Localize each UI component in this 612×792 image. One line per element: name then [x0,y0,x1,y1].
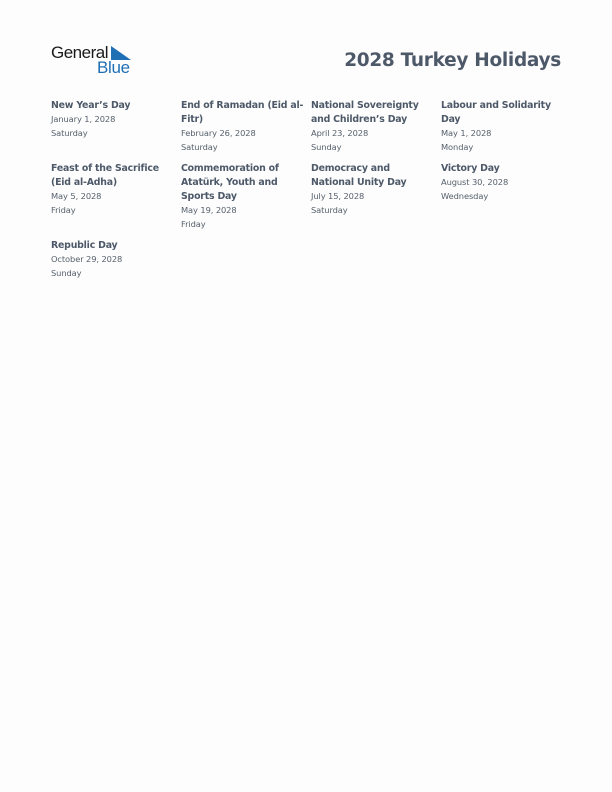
holiday-weekday: Saturday [181,141,218,152]
holiday-date: January 1, 2028 [51,114,116,124]
holiday-name: Victory Day [441,163,500,174]
holiday-date: May 5, 2028 [51,191,102,201]
holiday-name: Republic Day [51,240,118,251]
holiday-name: Democracy and National Unity Day [311,163,407,188]
holiday-date: May 1, 2028 [441,128,492,138]
holiday-weekday: Friday [181,218,206,229]
holiday-grid [51,99,571,280]
page-title: 2028 Turkey Holidays [344,50,561,71]
holiday-name: End of Ramadan (Eid al-Fitr) [181,100,304,125]
holiday-weekday: Wednesday [441,190,489,201]
holiday-weekday: Saturday [311,204,348,215]
holiday-item [181,99,311,154]
holiday-date: July 15, 2028 [311,191,365,201]
holiday-item [441,162,571,231]
holiday-name: Feast of the Sacrifice (Eid al-Adha) [51,163,159,188]
holiday-item [311,99,441,154]
holiday-weekday: Saturday [51,127,88,138]
holiday-item [51,162,181,231]
holiday-weekday: Monday [441,141,474,152]
holiday-date: August 30, 2028 [441,177,509,187]
holiday-item [51,239,181,280]
holiday-name: National Sovereignty and Children’s Day [311,100,419,125]
logo-word-blue: Blue [97,58,130,77]
logo-word-general: General [51,43,108,62]
holiday-date: April 23, 2028 [311,128,369,138]
holiday-weekday: Sunday [311,141,342,152]
holiday-weekday: Friday [51,204,76,215]
holiday-name: Commemoration of Atatürk, Youth and Sports Day [181,163,279,202]
holiday-date: February 26, 2028 [181,128,256,138]
holiday-date: May 19, 2028 [181,205,237,215]
holiday-item [181,162,311,231]
holiday-name: New Year’s Day [51,100,131,111]
general-blue-logo [51,44,141,78]
holiday-weekday: Sunday [51,267,82,278]
holiday-item [51,99,181,154]
holiday-item [311,162,441,231]
holiday-name: Labour and Solidarity Day [441,100,551,125]
holiday-date: October 29, 2028 [51,254,123,264]
holiday-item [441,99,571,154]
